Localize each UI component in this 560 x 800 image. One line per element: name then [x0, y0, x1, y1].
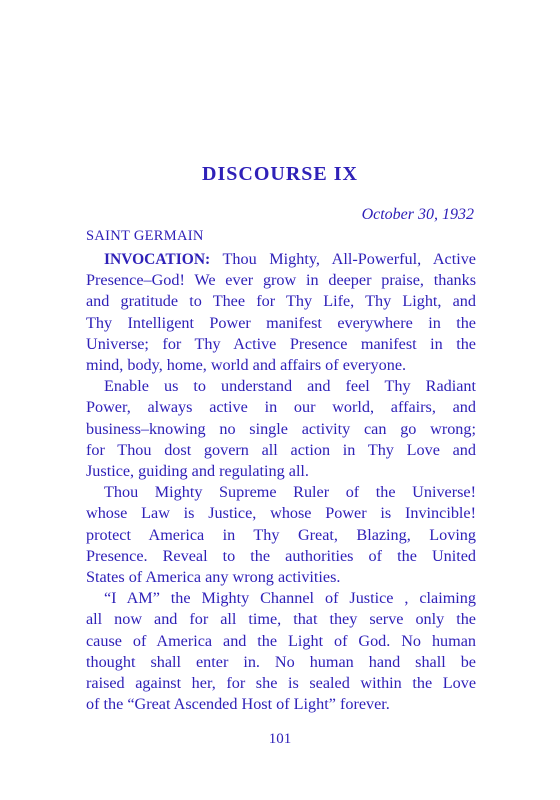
- invocation-label: INVOCATION:: [104, 251, 211, 268]
- body-line: and gratitude to Thee for Thy Life, Thy Light, and: [86, 292, 476, 311]
- chapter-title: DISCOURSE IX: [202, 163, 358, 185]
- body-line-text: Thou Mighty, All-Powerful, Active: [210, 250, 476, 268]
- page-number: 101: [268, 731, 292, 747]
- body-line: Thou Mighty Supreme Ruler of the Universe!: [104, 483, 476, 502]
- body-line: Justice, guiding and regulating all.: [86, 462, 309, 481]
- body-line: Thy Intelligent Power manifest everywhere in the: [86, 313, 476, 332]
- body-line: raised against her, for she is sealed within the Love: [86, 674, 476, 693]
- body-line: business–knowing no single activity can go wrong;: [86, 419, 476, 438]
- body-line: whose Law is Justice, whose Power is Invincible!: [86, 504, 476, 523]
- body-line: all now and for all time, that they serve only the: [86, 610, 476, 629]
- body-line: mind, body, home, world and affairs of everyone.: [86, 356, 407, 375]
- body-line: Presence–God! We ever grow in deeper praise, thanks: [86, 271, 476, 290]
- body-line: “I AM” the Mighty Channel of Justice , claiming: [104, 589, 476, 608]
- body-line: of the “Great Ascended Host of Light” forever.: [86, 695, 390, 714]
- body-line: States of America any wrong activities.: [86, 568, 341, 587]
- discourse-body: [86, 249, 476, 715]
- body-line: protect America in Thy Great, Blazing, Loving: [86, 525, 476, 544]
- body-line: thought shall enter in. No human hand shall be: [86, 652, 476, 671]
- body-line: for Thou dost govern all action in Thy Love and: [86, 440, 476, 459]
- speaker-name: SAINT GERMAIN: [86, 228, 204, 244]
- body-line: Power, always active in our world, affairs, and: [86, 398, 476, 417]
- body-line: [86, 249, 476, 270]
- body-line: Enable us to understand and feel Thy Radiant: [104, 377, 476, 396]
- body-line: cause of America and the Light of God. No human: [86, 631, 476, 650]
- body-line: Universe; for Thy Active Presence manifest in the: [86, 334, 476, 353]
- discourse-date: October 30, 1932: [361, 206, 474, 223]
- body-line: Presence. Reveal to the authorities of the United: [86, 546, 476, 565]
